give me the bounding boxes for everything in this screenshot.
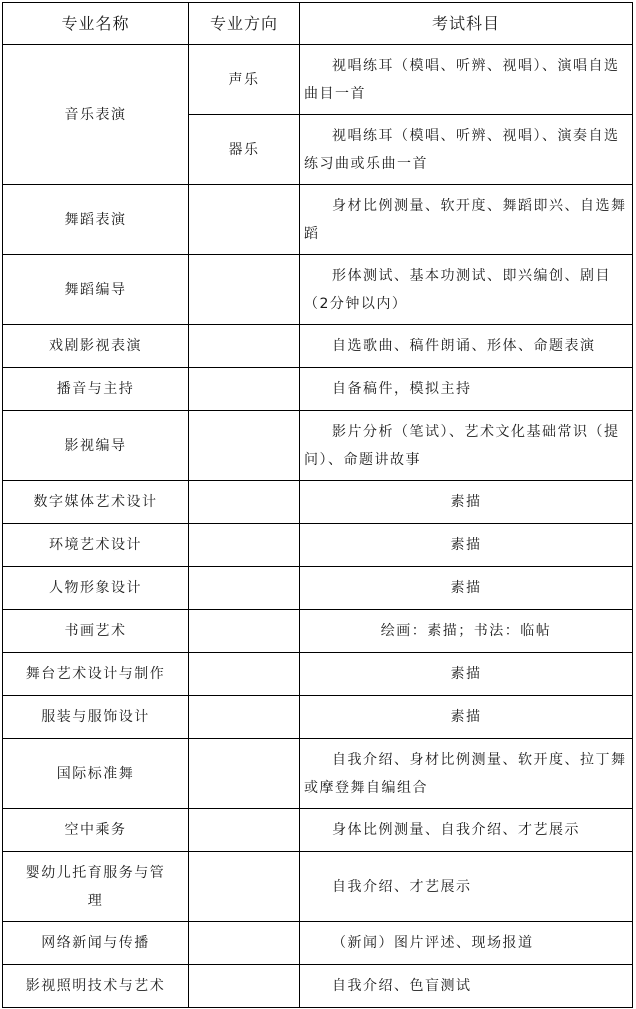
table-row (3, 922, 633, 965)
direction-cell (189, 739, 300, 809)
direction-cell (189, 368, 300, 411)
direction-cell (189, 567, 300, 610)
direction-cell: 声乐 (189, 45, 300, 115)
major-cell: 书画艺术 (3, 610, 189, 653)
subjects-cell: 视唱练耳（模唱、听辨、视唱）、演奏自选练习曲或乐曲一首 (300, 115, 633, 185)
subjects-cell: 身体比例测量、自我介绍、才艺展示 (300, 809, 633, 852)
major-cell: 环境艺术设计 (3, 524, 189, 567)
table-row (3, 696, 633, 739)
direction-cell (189, 965, 300, 1008)
direction-cell (189, 524, 300, 567)
table-row (3, 610, 633, 653)
table-row (3, 185, 633, 255)
table-row (3, 567, 633, 610)
table-row (3, 653, 633, 696)
subjects-cell: （新闻）图片评述、现场报道 (300, 922, 633, 965)
subjects-cell: 素描 (300, 524, 633, 567)
subjects-cell: 素描 (300, 567, 633, 610)
major-cell: 播音与主持 (3, 368, 189, 411)
direction-cell (189, 325, 300, 368)
exam-subjects-table (2, 2, 633, 1008)
major-cell: 影视照明技术与艺术 (3, 965, 189, 1008)
major-cell: 网络新闻与传播 (3, 922, 189, 965)
subjects-cell: 形体测试、基本功测试、即兴编创、剧目（2分钟以内） (300, 255, 633, 325)
subjects-cell: 自我介绍、身材比例测量、软开度、拉丁舞或摩登舞自编组合 (300, 739, 633, 809)
direction-cell: 器乐 (189, 115, 300, 185)
subjects-cell: 素描 (300, 481, 633, 524)
direction-cell (189, 411, 300, 481)
subjects-cell: 自选歌曲、稿件朗诵、形体、命题表演 (300, 325, 633, 368)
table-row (3, 965, 633, 1008)
table-row (3, 809, 633, 852)
table-row (3, 255, 633, 325)
table-row (3, 325, 633, 368)
table-row (3, 411, 633, 481)
table-row (3, 852, 633, 922)
table-row (3, 739, 633, 809)
table-row (3, 481, 633, 524)
subjects-cell: 绘画：素描；书法：临帖 (300, 610, 633, 653)
subjects-cell: 视唱练耳（模唱、听辨、视唱）、演唱自选曲目一首 (300, 45, 633, 115)
major-cell: 舞蹈编导 (3, 255, 189, 325)
direction-cell (189, 696, 300, 739)
direction-cell (189, 481, 300, 524)
major-cell: 婴幼儿托育服务与管理 (3, 852, 189, 922)
major-cell: 影视编导 (3, 411, 189, 481)
table-row (3, 45, 633, 115)
major-cell: 舞蹈表演 (3, 185, 189, 255)
major-cell: 服装与服饰设计 (3, 696, 189, 739)
direction-cell (189, 653, 300, 696)
direction-cell (189, 610, 300, 653)
header-subjects: 考试科目 (300, 3, 633, 45)
major-cell: 舞台艺术设计与制作 (3, 653, 189, 696)
direction-cell (189, 922, 300, 965)
major-cell: 国际标准舞 (3, 739, 189, 809)
subjects-cell: 自我介绍、色盲测试 (300, 965, 633, 1008)
direction-cell (189, 852, 300, 922)
direction-cell (189, 255, 300, 325)
direction-cell (189, 185, 300, 255)
major-cell: 音乐表演 (3, 45, 189, 185)
major-cell: 人物形象设计 (3, 567, 189, 610)
direction-cell (189, 809, 300, 852)
header-major: 专业名称 (3, 3, 189, 45)
subjects-cell: 自备稿件，模拟主持 (300, 368, 633, 411)
table-header-row (3, 3, 633, 45)
major-cell: 戏剧影视表演 (3, 325, 189, 368)
subjects-cell: 影片分析（笔试）、艺术文化基础常识（提问）、命题讲故事 (300, 411, 633, 481)
major-cell: 数字媒体艺术设计 (3, 481, 189, 524)
table-row (3, 368, 633, 411)
subjects-cell: 素描 (300, 696, 633, 739)
subjects-cell: 素描 (300, 653, 633, 696)
subjects-cell: 自我介绍、才艺展示 (300, 852, 633, 922)
major-cell: 空中乘务 (3, 809, 189, 852)
table-row (3, 524, 633, 567)
subjects-cell: 身材比例测量、软开度、舞蹈即兴、自选舞蹈 (300, 185, 633, 255)
header-direction: 专业方向 (189, 3, 300, 45)
